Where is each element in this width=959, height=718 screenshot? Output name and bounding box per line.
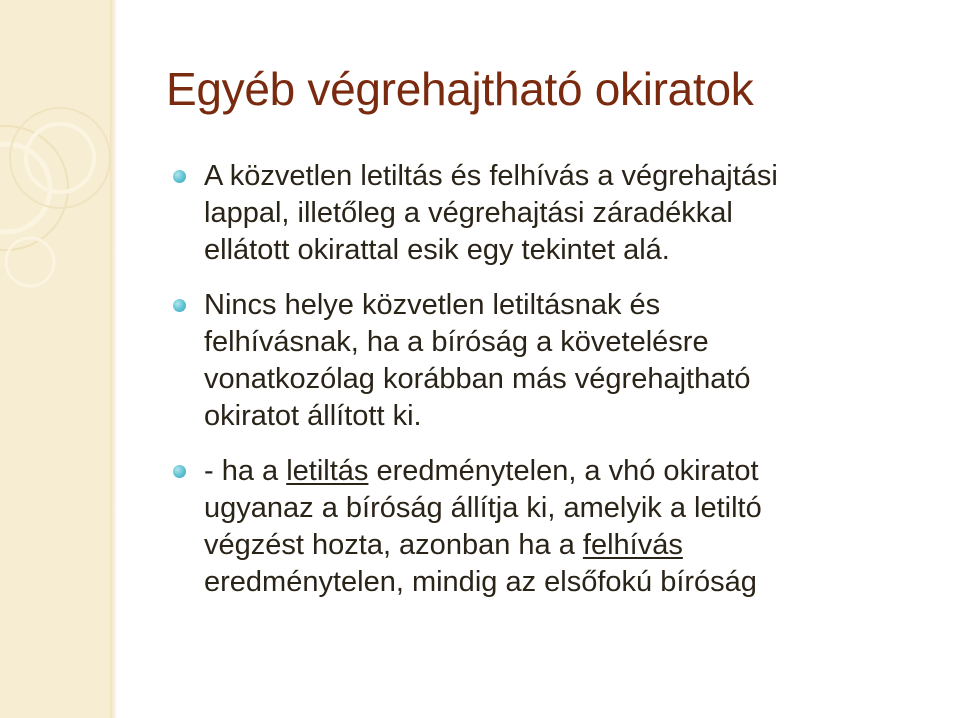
bullet-2-line-4: okiratot állított ki.: [204, 400, 422, 432]
decorative-circles-graphic: [0, 0, 110, 718]
bullet-3-line-1: [204, 453, 908, 490]
bullet-2-line-2: felhívásnak, ha a bíróság a követelésre: [204, 326, 709, 358]
bullet-dot-icon: [173, 299, 186, 312]
bullet-item-2: [168, 287, 908, 435]
bullet-2-line-3: vonatkozólag korábban más végrehajtható: [204, 363, 751, 395]
bullet-item-1: [168, 158, 908, 269]
bullet-dot-icon: [173, 170, 186, 183]
bullet-3-line-3-pre: végzést hozta, azonban ha a: [204, 529, 583, 561]
slide-title: Egyéb végrehajtható okiratok: [166, 63, 754, 115]
bullet-1-line-2: lappal, illetőleg a végrehajtási záradékkal: [204, 197, 733, 229]
bullet-3-line-3: [204, 527, 908, 564]
bullet-1-line-1: A közvetlen letiltás és felhívás a végrehajtási: [204, 160, 778, 192]
bullet-3-line-1-post: eredménytelen, a vhó okiratot: [368, 455, 759, 487]
bullet-3-line-4: eredménytelen, mindig az elsőfokú bíróság: [204, 566, 757, 598]
bullet-3-line-2: ugyanaz a bíróság állítja ki, amelyik a letiltó: [204, 492, 762, 524]
decorative-side-band: [0, 0, 110, 718]
bullet-item-3: [168, 453, 908, 601]
bullet-3-line-1-pre: - ha a: [204, 455, 287, 487]
underlined-term-felhivas: felhívás: [582, 529, 683, 561]
side-band-edge: [110, 0, 116, 718]
bullet-list: [168, 158, 908, 619]
bullet-2-line-1: Nincs helye közvetlen letiltásnak és: [204, 289, 661, 321]
bullet-dot-icon: [173, 465, 186, 478]
underlined-term-letiltas: letiltás: [286, 455, 369, 487]
bullet-1-line-3: ellátott okirattal esik egy tekintet alá.: [204, 234, 670, 266]
